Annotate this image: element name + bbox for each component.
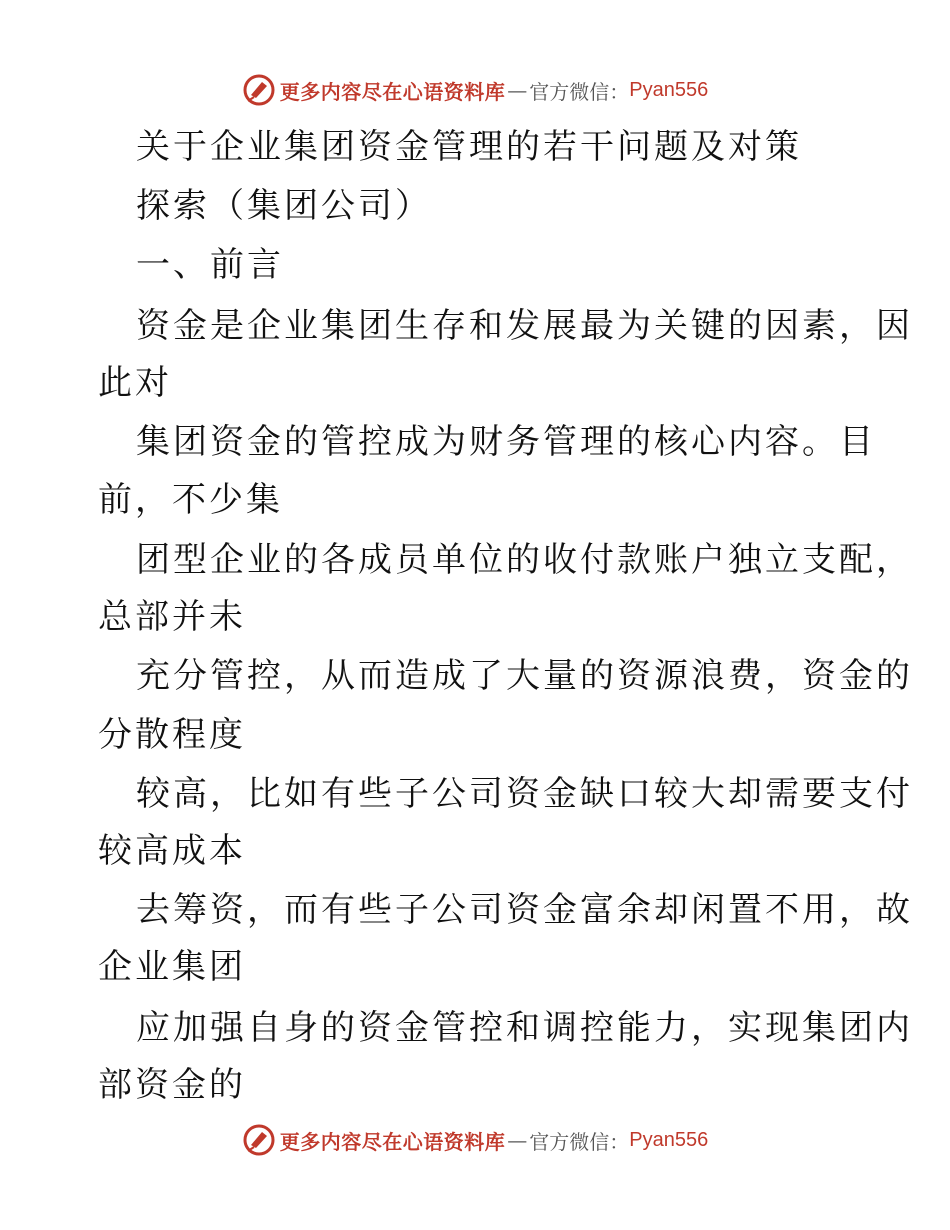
paragraph-line: 较高成本 xyxy=(98,831,246,871)
header-watermark-banner xyxy=(0,70,950,110)
banner-separator: — xyxy=(507,1128,528,1152)
wechat-label: 官方微信： xyxy=(529,79,630,104)
wechat-label: 官方微信： xyxy=(529,1129,630,1154)
paragraph-line: 总部并未 xyxy=(98,597,246,637)
brand-logo-icon xyxy=(242,73,276,107)
document-title-line-2: 探索（集团公司） xyxy=(136,186,432,226)
paragraph-line: 部资金的 xyxy=(98,1065,246,1105)
paragraph-line: 资金是企业集团生存和发展最为关键的因素，因 xyxy=(136,306,913,346)
wechat-id: Pyan556 xyxy=(629,1128,709,1151)
brand-logo-icon xyxy=(242,1123,276,1157)
paragraph-line: 分散程度 xyxy=(98,715,246,755)
paragraph-line: 去筹资，而有些子公司资金富余却闲置不用，故 xyxy=(136,890,913,930)
paragraph-line: 此对 xyxy=(98,363,172,403)
banner-separator: — xyxy=(507,78,528,102)
paragraph-line: 应加强自身的资金管控和调控能力，实现集团内 xyxy=(136,1008,913,1048)
footer-watermark-banner xyxy=(0,1120,950,1160)
paragraph-line: 集团资金的管控成为财务管理的核心内容。目 xyxy=(136,422,876,462)
paragraph-line: 充分管控，从而造成了大量的资源浪费，资金的 xyxy=(136,656,913,696)
paragraph-line: 企业集团 xyxy=(98,947,246,987)
section-heading: 一、前言 xyxy=(136,245,284,285)
document-title-line-1: 关于企业集团资金管理的若干问题及对策 xyxy=(136,127,802,167)
brand-text: 更多内容尽在心语资料库 xyxy=(279,1129,506,1154)
brand-text: 更多内容尽在心语资料库 xyxy=(279,79,506,104)
paragraph-line: 较高，比如有些子公司资金缺口较大却需要支付 xyxy=(136,774,913,814)
paragraph-line: 团型企业的各成员单位的收付款账户独立支配， xyxy=(136,540,913,580)
wechat-id: Pyan556 xyxy=(629,78,709,101)
paragraph-line: 前，不少集 xyxy=(98,480,283,520)
